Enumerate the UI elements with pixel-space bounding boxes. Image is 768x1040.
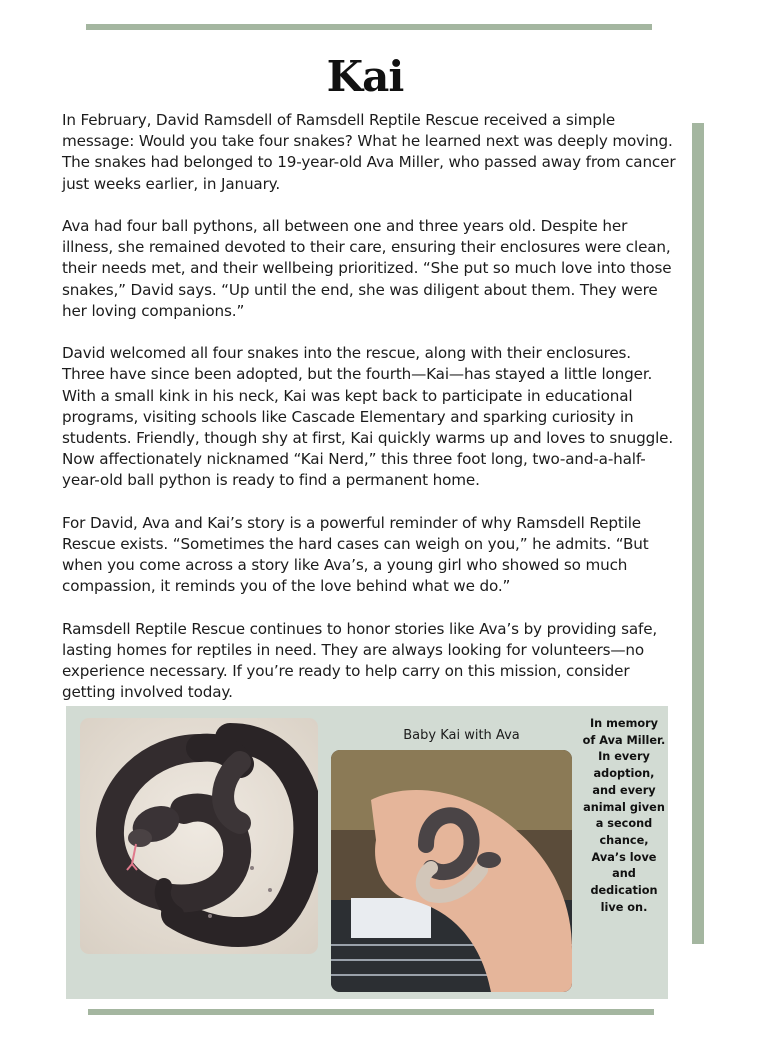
side-accent-bar xyxy=(692,123,704,944)
paragraph-call-to-action: Ramsdell Reptile Rescue continues to honor stories like Ava’s by providing safe, lasting homes for reptiles in need. They are always looking for volunteers—no experience necessary. If you’re ready to help carry on this mission, consider getting involved today. xyxy=(62,619,658,702)
paragraph-kai: David welcomed all four snakes into the rescue, along with their enclosures. Three have since been adopted, but the fourth—Kai—has stayed a little longer. With a small kink in his neck, Kai was kept back to participate in educational programs, visiting schools like Cascade Elementary and sparking curiosity in students. Friendly, though shy at first, Kai quickly warms up and loves to snuggle. Now affectionately nicknamed “Kai Nerd,” this three foot long, two-and-a-half-year-old ball python is ready to find a permanent home. xyxy=(62,344,674,490)
top-accent-bar xyxy=(86,24,652,30)
paragraph-intro: In February, David Ramsdell of Ramsdell Reptile Rescue received a simple message: Would you take four snakes? What he learned next was deeply moving. The snakes had belonged to 19-year-old Ava Miller, who passed away from cancer just weeks earlier, in January. xyxy=(62,111,676,193)
kai-coiled-photo xyxy=(80,718,318,954)
bottom-accent-bar xyxy=(88,1009,654,1015)
memorial-note: In memory of Ava Miller. In every adoption, and every animal given a second chance, Ava’s love and dedication live on. xyxy=(582,717,666,914)
article-body xyxy=(62,110,678,725)
baby-kai-with-ava-photo xyxy=(331,750,572,992)
paragraph-david: For David, Ava and Kai’s story is a powerful reminder of why Ramsdell Reptile Rescue exists. “Sometimes the hard cases can weigh on you,” he admits. “But when you come across a story like Ava’s, a young girl who showed so much compassion, it reminds you of the love behind what we do.” xyxy=(62,513,649,596)
paragraph-ava: Ava had four ball pythons, all between one and three years old. Despite her illness, she remained devoted to their care, ensuring their enclosures were clean, their needs met, and their wellbeing prioritized. “She put so much love into those snakes,” David says. “Up until the end, she was diligent about them. They were her loving companions.” xyxy=(62,217,672,320)
photo-caption: Baby Kai with Ava xyxy=(403,728,520,743)
page-title: Kai xyxy=(326,52,404,101)
